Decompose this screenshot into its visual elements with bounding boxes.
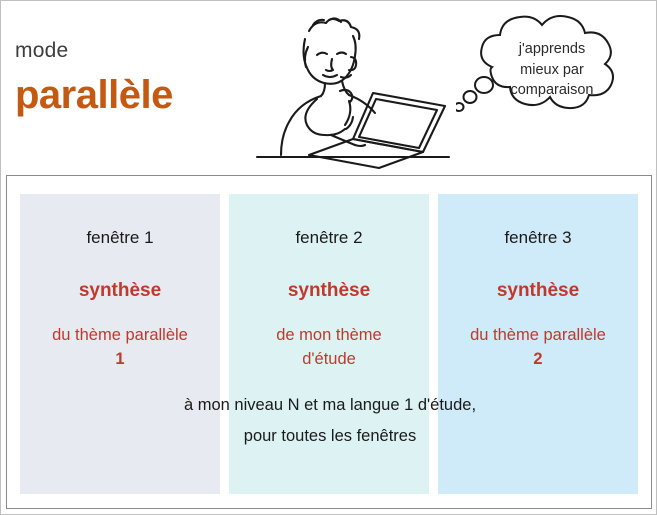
- footer-line-2: pour toutes les fenêtres: [243, 427, 417, 446]
- mode-title: parallèle: [15, 73, 173, 117]
- thought-line-3: comparaison: [510, 82, 594, 99]
- window-1-subtitle-line-2: 1: [115, 349, 125, 368]
- header-section: [1, 1, 656, 173]
- panel-footer-note: [7, 390, 653, 453]
- window-1-subtitle: [20, 324, 220, 372]
- thought-line-2: mieux par: [520, 61, 584, 78]
- thought-bubble: [456, 9, 648, 129]
- mode-label: mode: [15, 39, 69, 62]
- window-1-subtitle-line-1: du thème parallèle: [52, 326, 188, 344]
- window-3-subtitle-line-2: 2: [533, 349, 543, 368]
- window-2-synthesis-label: synthèse: [287, 280, 371, 301]
- thought-bubble-text: [456, 39, 648, 101]
- footer-line-1: à mon niveau N et ma langue 1 d'étude,: [183, 396, 477, 414]
- window-3-title: fenêtre 3: [504, 228, 572, 247]
- thought-line-1: j'apprends: [518, 41, 586, 57]
- window-2-subtitle-line-1: de mon thème: [276, 326, 382, 344]
- window-2-subtitle: [229, 324, 429, 372]
- window-2-subtitle-line-2: d'étude: [302, 349, 356, 368]
- window-3-synthesis-label: synthèse: [496, 280, 580, 301]
- windows-panel: [6, 175, 652, 509]
- window-1-title: fenêtre 1: [86, 228, 154, 247]
- person-thinking-at-laptop-illustration: [213, 7, 463, 175]
- window-3-subtitle: [438, 324, 638, 372]
- window-2-title: fenêtre 2: [295, 228, 363, 247]
- window-3-subtitle-line-1: du thème parallèle: [470, 326, 606, 344]
- window-1-synthesis-label: synthèse: [78, 280, 162, 301]
